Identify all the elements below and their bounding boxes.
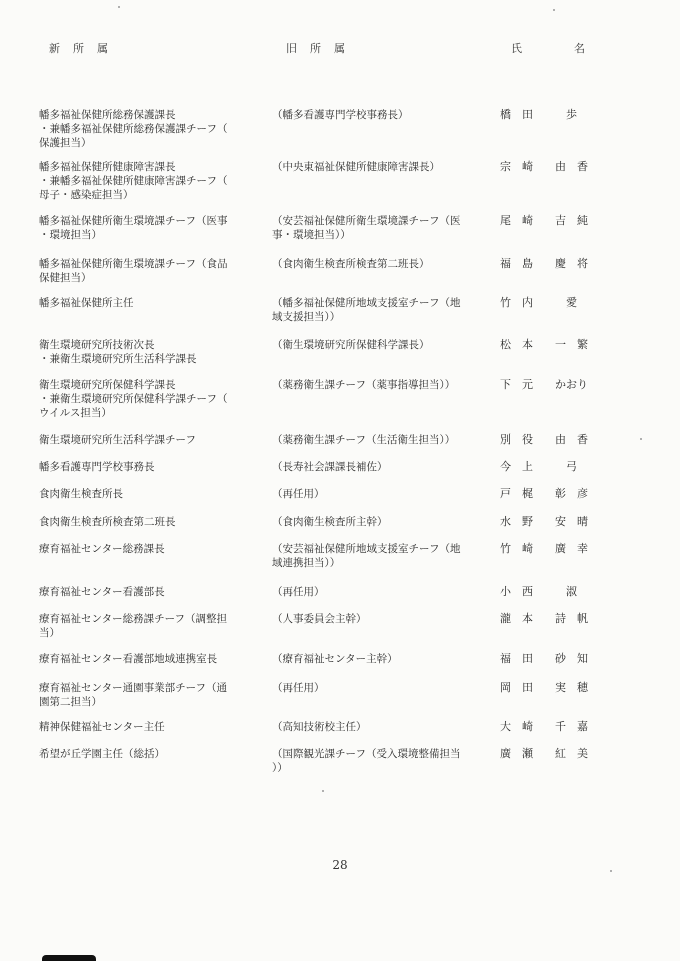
old-affiliation: （衛生環境研究所保健科学課長） [272,339,430,351]
new-affiliation: 希望が丘学園主任（総括） [39,748,165,760]
old-affiliation: （幡多看護専門学校事務長） [272,109,409,121]
new-affiliation: 幡多福祉保健所総務保護課長 ・兼幡多福祉保健所総務保護課チーフ（ 保護担当） [39,109,228,149]
old-affiliation: （幡多福祉保健所地域支援室チーフ（地 域支援担当）） [272,297,461,323]
new-affiliation: 療育福祉センター通園事業部チーフ（通 園第二担当） [39,682,228,708]
new-affiliation: 幡多福祉保健所衛生環境課チーフ（医事 ・環境担当） [39,215,228,241]
new-affiliation: 療育福祉センター総務課チーフ（調整担 当） [39,613,228,639]
scan-edge-mark [42,955,96,961]
old-affiliation: （食肉衛生検査所検査第二班長） [272,258,430,270]
old-affiliation: （高知技術校主任） [272,721,367,733]
old-affiliation: （国際観光課チーフ（受入環境整備担当 ）） [272,748,461,774]
person-name: 水 野 安 晴 [500,515,588,528]
header-new-affiliation: 新所属 [49,42,121,55]
new-affiliation: 幡多看護専門学校事務長 [39,461,155,473]
new-affiliation: 幡多福祉保健所健康障害課長 ・兼幡多福祉保健所健康障害課チーフ（ 母子・感染症担当） [39,161,228,201]
person-name: 松 本 一 繁 [500,338,588,351]
person-name: 別 役 由 香 [500,433,588,446]
old-affiliation: （長寿社会課課長補佐） [272,461,388,473]
person-name: 瀧 本 詩 帆 [500,612,588,625]
old-affiliation: （再任用） [272,586,325,598]
header-old-affiliation: 旧所属 [286,42,358,55]
header-name: 氏名 [511,42,637,55]
new-affiliation: 衛生環境研究所保健科学課長 ・兼衛生環境研究所保健科学課チーフ（ ウイルス担当） [39,379,228,419]
person-name: 戸 梶 彰 彦 [500,487,588,500]
new-affiliation: 療育福祉センター看護部地域連携室長 [39,653,218,665]
person-name: 橋 田 歩 [500,108,577,121]
old-affiliation: （食肉衛生検査所主幹） [272,516,388,528]
old-affiliation: （安芸福祉保健所地域支援室チーフ（地 域連携担当）） [272,543,461,569]
scan-speck [322,790,324,792]
old-affiliation: （療育福祉センター主幹） [272,653,398,665]
person-name: 岡 田 実 穂 [500,681,588,694]
person-name: 小 西 淑 [500,585,577,598]
old-affiliation: （人事委員会主幹） [272,613,367,625]
old-affiliation: （再任用） [272,488,325,500]
scan-speck [610,870,612,872]
old-affiliation: （薬務衛生課チーフ（薬事指導担当）） [272,379,456,391]
person-name: 宗 崎 由 香 [500,160,588,173]
new-affiliation: 精神保健福祉センター主任 [39,721,165,733]
person-name: 下 元 かおり [500,378,588,391]
new-affiliation: 食肉衛生検査所長 [39,488,123,500]
scan-speck [640,438,642,440]
old-affiliation: （再任用） [272,682,325,694]
scan-speck [118,6,120,8]
scan-speck [553,9,555,11]
new-affiliation: 幡多福祉保健所衛生環境課チーフ（食品 保健担当） [39,258,228,284]
old-affiliation: （安芸福祉保健所衛生環境課チーフ（医 事・環境担当）） [272,215,461,241]
new-affiliation: 衛生環境研究所技術次長 ・兼衛生環境研究所生活科学課長 [39,339,197,365]
new-affiliation: 衛生環境研究所生活科学課チーフ [39,434,196,446]
person-name: 竹 内 愛 [500,296,577,309]
page-number: 28 [332,858,348,872]
person-name: 福 島 慶 将 [500,257,588,270]
person-name: 福 田 砂 知 [500,652,588,665]
person-name: 今 上 弓 [500,460,577,473]
new-affiliation: 療育福祉センター総務課長 [39,543,165,555]
person-name: 竹 崎 廣 幸 [500,542,588,555]
new-affiliation: 幡多福祉保健所主任 [39,297,134,309]
new-affiliation: 食肉衛生検査所検査第二班長 [39,516,176,528]
person-name: 大 崎 千 嘉 [500,720,588,733]
old-affiliation: （薬務衛生課チーフ（生活衛生担当）） [272,434,456,446]
new-affiliation: 療育福祉センター看護部長 [39,586,165,598]
person-name: 尾 崎 吉 純 [500,214,588,227]
person-name: 廣 瀬 紅 美 [500,747,588,760]
old-affiliation: （中央東福祉保健所健康障害課長） [272,161,440,173]
